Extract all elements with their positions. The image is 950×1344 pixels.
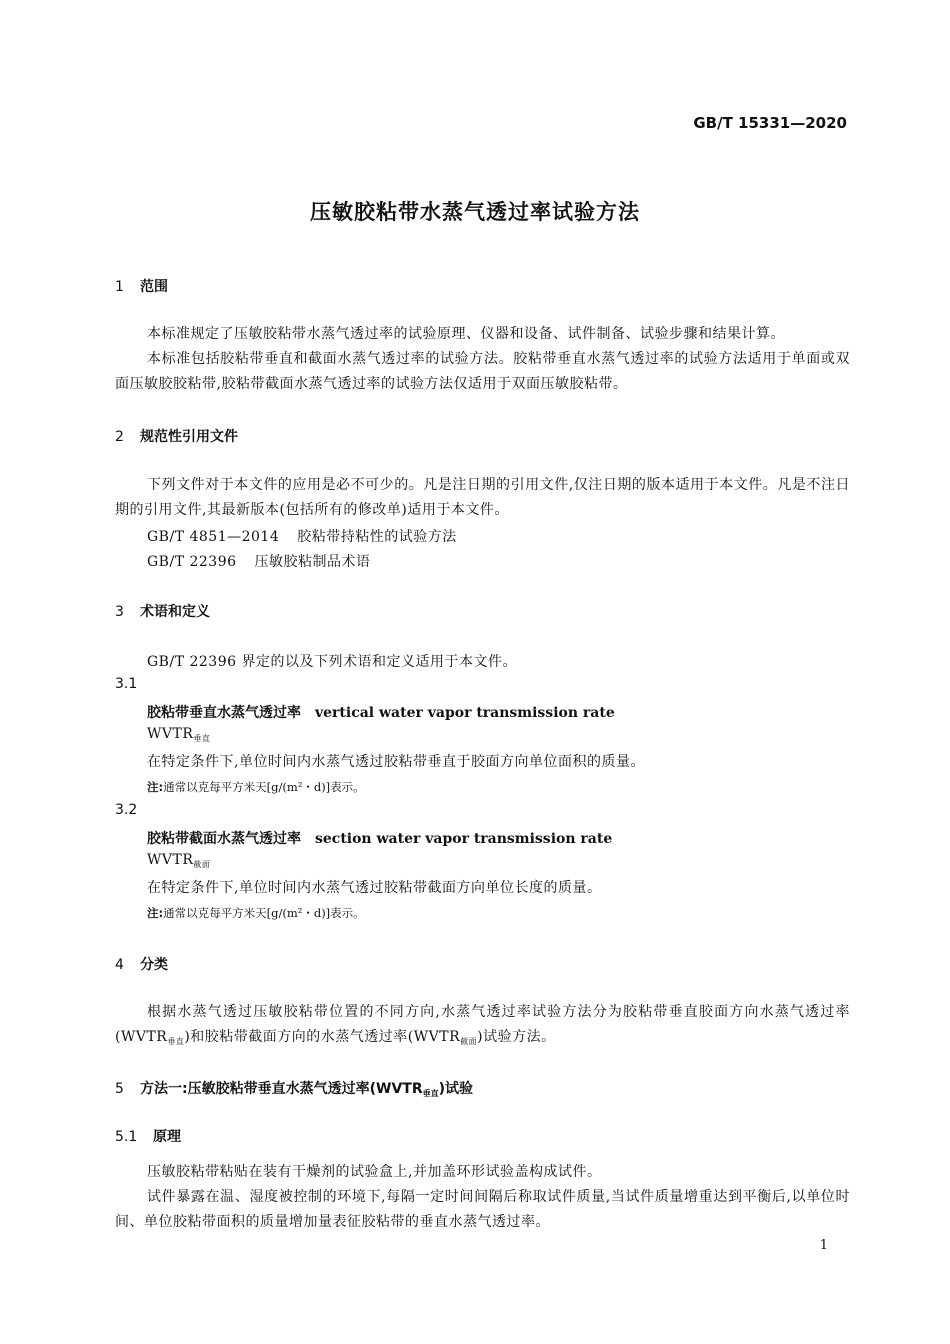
subsection-label: 原理 bbox=[153, 1129, 181, 1145]
term-zh: 胶粘带截面水蒸气透过率 bbox=[147, 831, 301, 847]
section-4-heading bbox=[115, 954, 168, 974]
section-3-para-1: GB/T 22396 界定的以及下列术语和定义适用于本文件。 bbox=[147, 654, 517, 670]
term-3-2-definition: 在特定条件下,单位时间内水蒸气透过胶粘带截面方向单位长度的质量。 bbox=[147, 880, 602, 896]
section-5-1-para-2: 试件暴露在温、湿度被控制的环境下,每隔一定时间间隔后称取试件质量,当试件质量增重达到平衡后,以单位时间、单位胶粘带面积的质量增加量表征胶粘带的垂直水蒸气透过率。 bbox=[115, 1189, 850, 1230]
section-3-heading bbox=[115, 601, 210, 621]
section-2-heading bbox=[115, 426, 238, 446]
symbol-subscript: 垂直 bbox=[193, 734, 211, 743]
reference-2 bbox=[147, 551, 371, 571]
reference-code: GB/T 4851—2014 bbox=[147, 529, 280, 545]
para-text: )试验方法。 bbox=[477, 1029, 556, 1045]
section-2-para-1: 下列文件对于本文件的应用是必不可少的。凡是注日期的引用文件,仅注日期的版本适用于本文件。凡是不注日期的引用文件,其最新版本(包括所有的修改单)适用于本文件。 bbox=[115, 477, 850, 518]
standard-code: GB/T 15331—2020 bbox=[693, 114, 847, 132]
section-label: 术语和定义 bbox=[140, 604, 210, 620]
term-en: vertical water vapor transmission rate bbox=[315, 705, 615, 721]
subscript: 垂直 bbox=[167, 1037, 185, 1046]
symbol: WVTR bbox=[147, 726, 194, 742]
term-3-1-note bbox=[147, 779, 365, 795]
reference-1 bbox=[147, 526, 457, 546]
page-number: 1 bbox=[819, 1238, 828, 1253]
reference-title: 胶粘带持粘性的试验方法 bbox=[297, 529, 457, 545]
section-4-para-1 bbox=[115, 1000, 850, 1054]
reference-code: GB/T 22396 bbox=[147, 554, 237, 570]
section-label: 分类 bbox=[140, 957, 168, 973]
term-zh: 胶粘带垂直水蒸气透过率 bbox=[147, 705, 301, 721]
note-text: 通常以克每平方米天[g/(m²・d)]表示。 bbox=[163, 780, 365, 794]
term-3-1-definition: 在特定条件下,单位时间内水蒸气透过胶粘带垂直于胶面方向单位面积的质量。 bbox=[147, 754, 645, 770]
section-label: 规范性引用文件 bbox=[140, 429, 238, 445]
symbol: WVTR bbox=[147, 852, 194, 868]
term-3-2-note bbox=[147, 905, 365, 921]
document-title: 压敏胶粘带水蒸气透过率试验方法 bbox=[310, 200, 640, 224]
term-en: section water vapor transmission rate bbox=[315, 831, 613, 847]
section-1-para-1: 本标准规定了压敏胶粘带水蒸气透过率的试验原理、仪器和设备、试件制备、试验步骤和结果计算。 bbox=[147, 326, 785, 342]
term-3-1-number: 3.1 bbox=[115, 676, 138, 692]
section-label-end: )试验 bbox=[438, 1081, 474, 1097]
subscript: 截面 bbox=[460, 1037, 478, 1046]
para-text: )和胶粘带截面方向的水蒸气透过率(WVTR bbox=[184, 1029, 461, 1045]
section-5-1-heading bbox=[115, 1126, 181, 1146]
note-label: 注: bbox=[147, 906, 164, 920]
term-3-2-title bbox=[147, 828, 612, 848]
para-text: 根据水蒸气透过压敏胶粘带位置的不同方向,水蒸气透过率试验方法分为胶粘带垂直胶面方向水蒸气透过率(WVTR bbox=[115, 1004, 850, 1045]
section-number: 3 bbox=[115, 604, 124, 620]
section-label-subscript: 垂直 bbox=[422, 1089, 439, 1098]
section-number: 4 bbox=[115, 957, 124, 973]
section-1-heading bbox=[115, 276, 168, 296]
section-1-para-2: 本标准包括胶粘带垂直和截面水蒸气透过率的试验方法。胶粘带垂直水蒸气透过率的试验方法适用于单面或双面压敏胶胶粘带,胶粘带截面水蒸气透过率的试验方法仅适用于双面压敏胶粘带。 bbox=[115, 351, 850, 392]
subsection-number: 5.1 bbox=[115, 1129, 138, 1145]
symbol-subscript: 截面 bbox=[193, 860, 211, 869]
term-3-1-title bbox=[147, 702, 615, 722]
section-label: 范围 bbox=[140, 279, 168, 295]
note-text: 通常以克每平方米天[g/(m²・d)]表示。 bbox=[163, 906, 365, 920]
reference-title: 压敏胶粘制品术语 bbox=[254, 554, 371, 570]
section-number: 5 bbox=[115, 1081, 124, 1097]
section-5-1-para-1: 压敏胶粘带粘贴在装有干燥剂的试验盒上,并加盖环形试验盖构成试件。 bbox=[147, 1164, 602, 1180]
note-label: 注: bbox=[147, 780, 164, 794]
term-3-2-symbol bbox=[147, 852, 210, 870]
term-3-2-number: 3.2 bbox=[115, 802, 138, 818]
section-label: 方法一:压敏胶粘带垂直水蒸气透过率(WVTR bbox=[140, 1081, 423, 1097]
section-number: 1 bbox=[115, 279, 124, 295]
section-number: 2 bbox=[115, 429, 124, 445]
term-3-1-symbol bbox=[147, 726, 210, 744]
section-5-heading bbox=[115, 1078, 473, 1099]
